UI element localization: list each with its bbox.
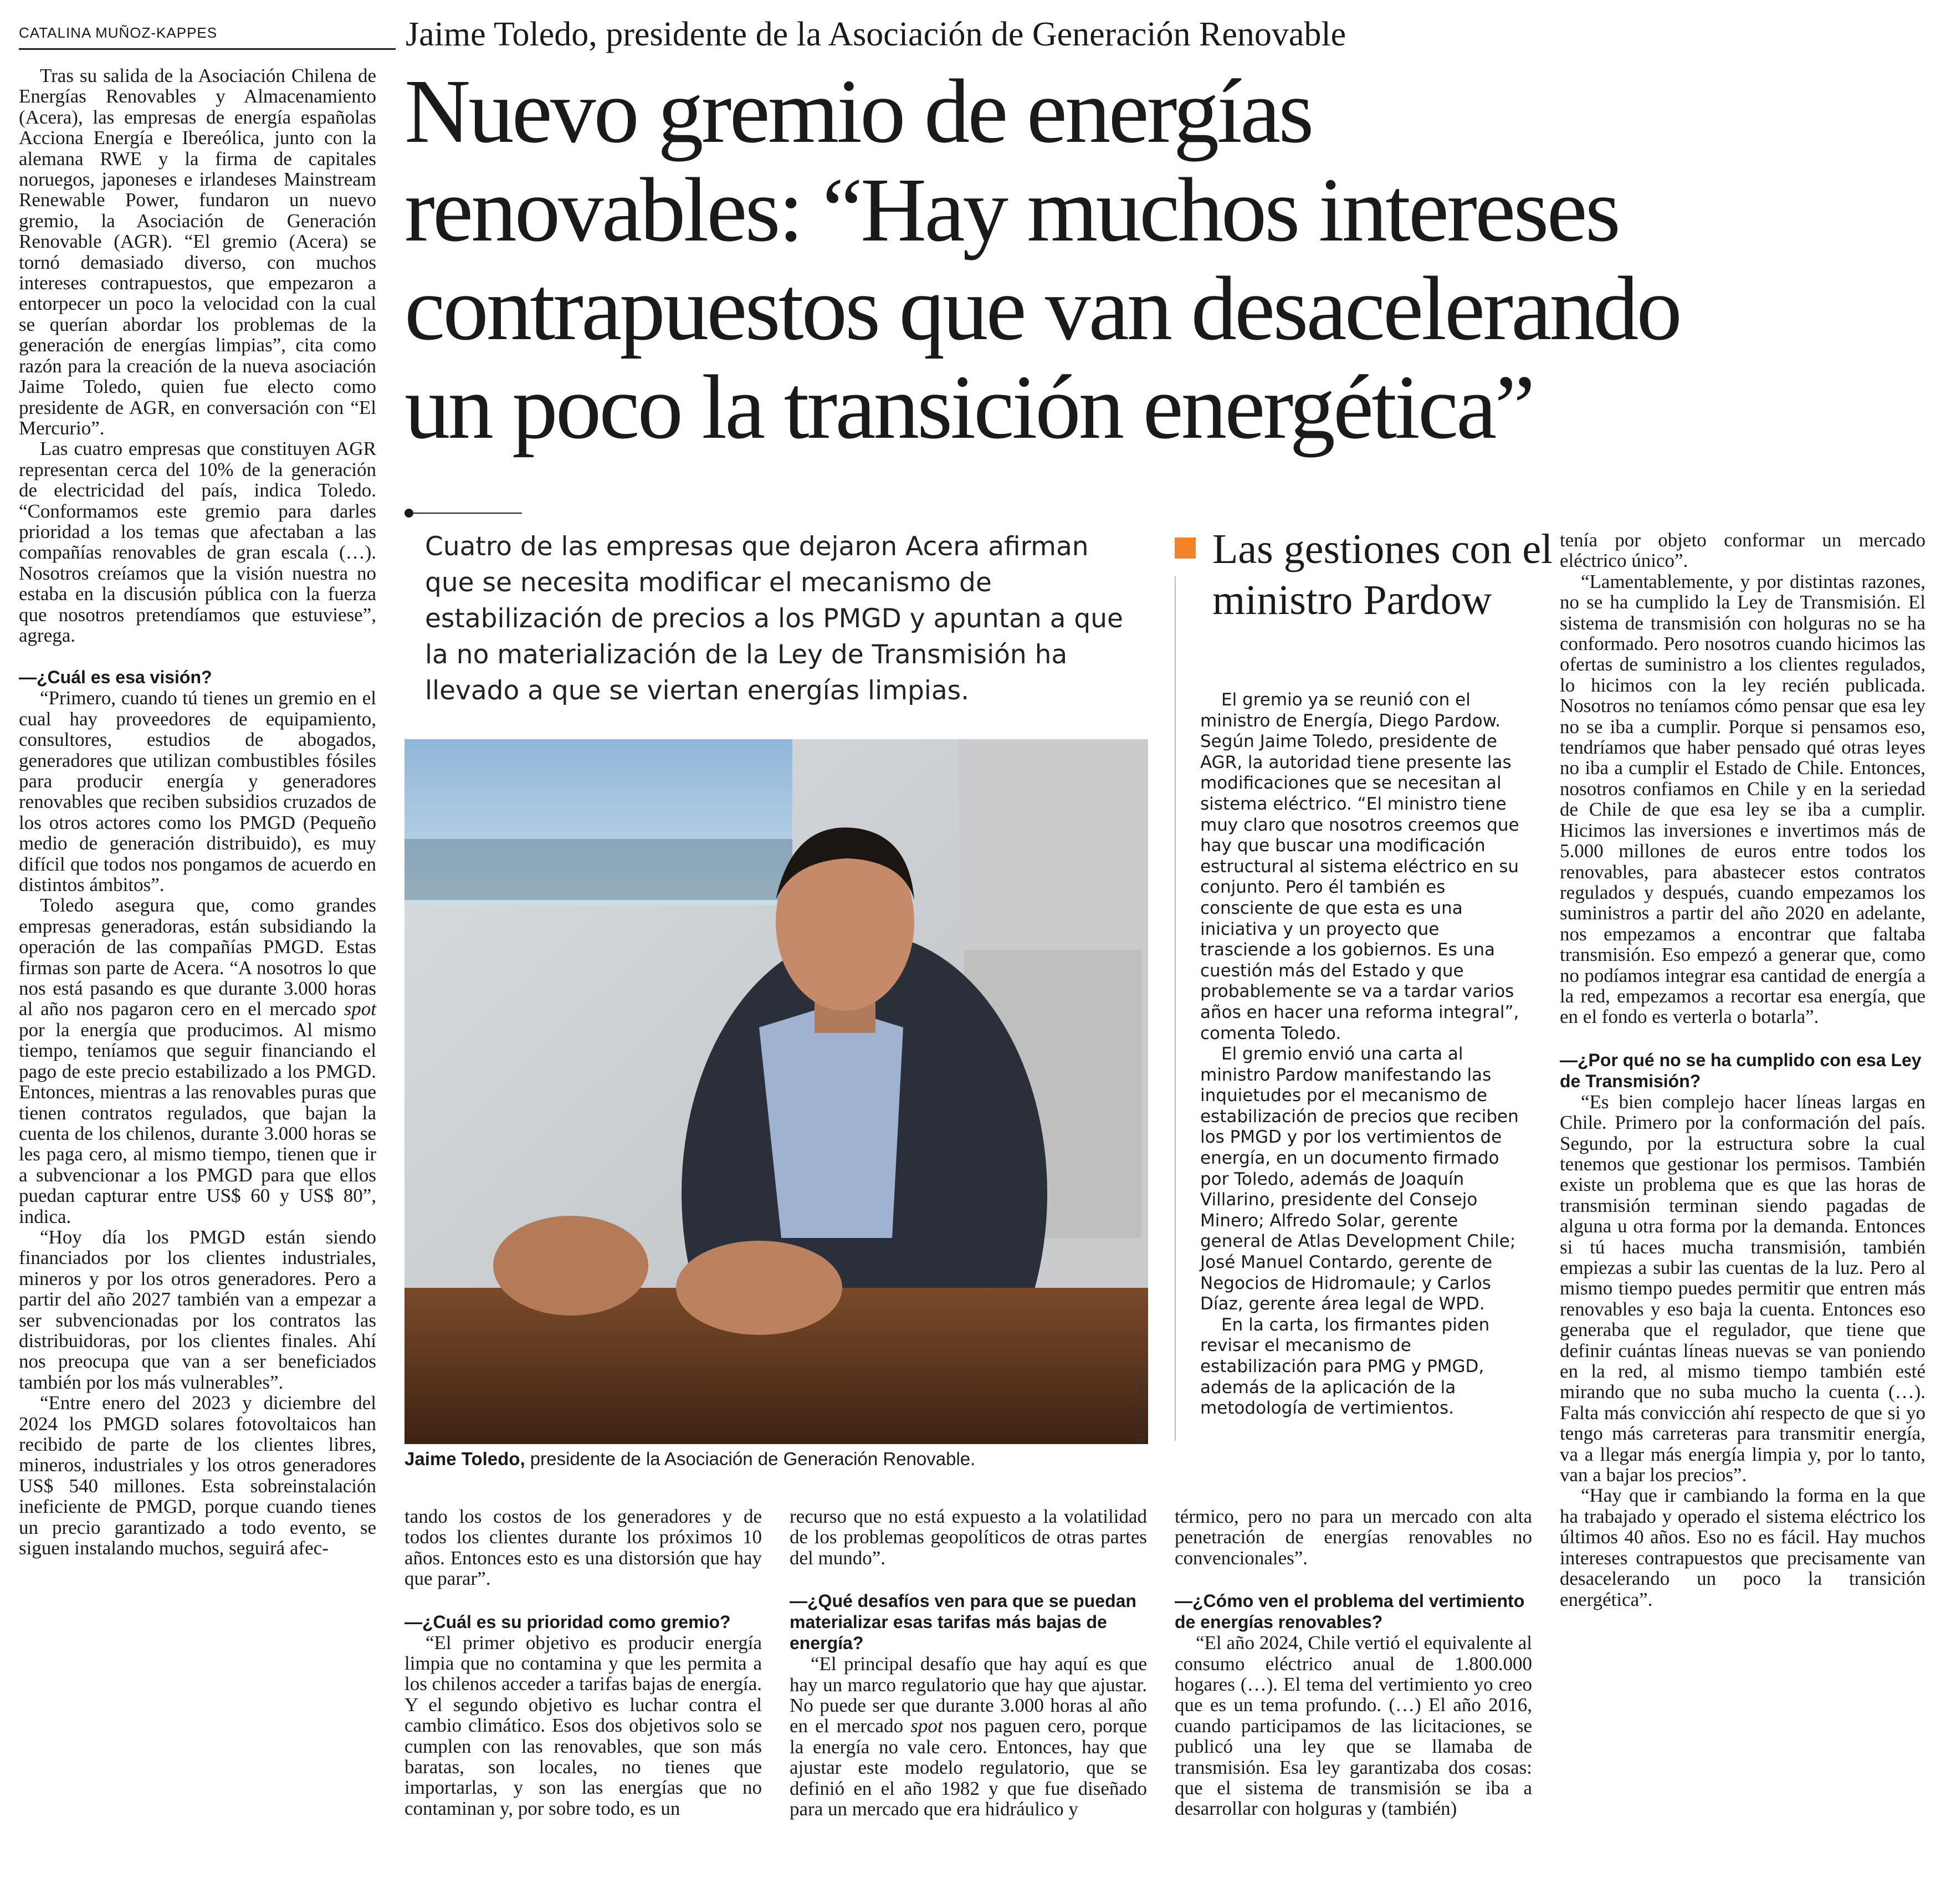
paragraph: “Hay que ir cambiando la forma en la que ha trabajado y operado el sistema eléctrico los últimos 40 años. Eso no es fácil. Hay muchos intereses contrapuestos que precisamente van desacelerando un poco la transición energética”. [1560,1485,1925,1610]
article-column-5 [1560,530,1925,1610]
paragraph [19,895,376,1227]
sidebar-column [1200,690,1522,1419]
separator-dot [404,509,413,518]
article-column-1 [19,65,376,1558]
paragraph-text: Toledo asegura que, como grandes empresas generadoras, están subsidiando la operación de las compañías PMGD. Estas firmas son parte de Acera. “A nosotros lo que nos está pasando es que durante 3.000 horas al año nos pagaron cero en el mercado [19,894,376,1020]
paragraph: En la carta, los firmantes piden revisar el mecanismo de estabilización para PMG y PMGD, además de la aplicación de la metodología de vertimientos. [1200,1314,1490,1419]
paragraph: tando los costos de los generadores y de todos los clientes durante los próximos 10 años. Entonces esto es una distorsión que hay que parar”. [404,1506,762,1590]
byline: CATALINA MUÑOZ-KAPPES [19,24,396,50]
caption-text: presidente de la Asociación de Generación Renovable. [525,1449,976,1469]
paragraph: Tras su salida de la Asociación Chilena de Energías Renovables y Almacenamiento (Acera), las empresas de energía españolas Acciona Energía e Ibereólica, junto con la alemana RWE y la firma de capitales noruegos, japoneses e irlandeses Mainstream Renewable Power, fundaron un nuevo gremio, la Asociación de Generación Renovable (AGR). “El gremio (Acera) se tornó demasiado diverso, con muchos intereses contrapuestos, que empezaron a entorpecer un poco la velocidad con la cual se querían abordar los problemas de la generación de energías limpias”, cita como razón para la creación de la nueva asociación Jaime Toledo, quien fue electo como presidente de AGR, en conversación con “El Mercurio”. [19,65,376,439]
photo-credit: FELIPE BAEZ [1137,1374,1146,1443]
paragraph: “Entre enero del 2023 y diciembre del 2024 los PMGD solares fotovoltaicos han recibido de parte de los clientes libres, mineros, industriales y los otros generadores US$ 540 millones. Esta sobreinstalación ineficiente de PMGD, porque cuando tienes un precio garantizado a todo evento, se siguen instalando muchos, seguirá afec- [19,1392,376,1559]
paragraph: “Hoy día los PMGD están siendo financiados por los clientes industriales, mineros y por los otros generadores. Pero a partir del año 2027 también van a empezar a ser subvencionadas por los contratos las distribuidoras, por los clientes finales. Ahí nos preocupa que van a ser beneficiados también por los más vulnerables”. [19,1226,376,1393]
paragraph: “El primer objetivo es producir energía limpia que no contamina y que les permita a los chilenos acceder a tarifas bajas de energía. Y el segundo objetivo es luchar contra el cambio climático. Esos dos objetivos solo se cumplen con las renovables, que son más baratas, son locales, no tienes que importarlas, y son las energías que no contaminan y, por sobre todo, es un [404,1631,762,1819]
paragraph: recurso que no está expuesto a la volatilidad de los problemas geopolíticos de otras partes del mundo”. [790,1506,1147,1569]
summary-lead: Cuatro de las empresas que dejaron Acera afirman que se necesita modificar el mecanismo de estabilización de precios a los PMGD y apuntan a que la no materialización de la Ley de Transmisión ha llevado a que se viertan energías limpias. [425,531,1123,706]
italic-word: spot [336,998,376,1020]
portrait-photo [404,739,1148,1444]
interview-question: —¿Qué desafíos ven para que se puedan materializar esas tarifas más bajas de energía? [790,1591,1136,1654]
headline: Nuevo gremio de energías renovables: “Hay muchos intereses contrapuestos que van desacelerando un poco la transición energética” [404,60,1680,458]
paragraph: El gremio ya se reunió con el ministro de Energía, Diego Pardow. Según Jaime Toledo, presidente de AGR, la autoridad tiene presente las modificaciones que se necesitan al sistema eléctrico. “El ministro tiene muy claro que nosotros creemos que hay que buscar una modificación estructural al sistema eléctrico en su conjunto. Pero él también es consciente de que esta es una iniciativa y un proyecto que trasciende a los gobiernos. Es una cuestión más del Estado y que probablemente se va a tardar varios años en hacer una reforma integral”, comenta Toledo. [1200,690,1519,1043]
interview-question: —¿Cómo ven el problema del vertimiento de energías renovables? [1175,1591,1525,1632]
sidebar-title: Las gestiones con el ministro Pardow [1212,526,1553,623]
paragraph [790,1654,1147,1819]
italic-word: spot [903,1715,950,1737]
kicker: Jaime Toledo, presidente de la Asociación de Generación Renovable [406,16,1346,53]
article-column-4 [1175,1506,1532,1819]
orange-marker [1175,538,1196,559]
interview-question: —¿Cuál es esa visión? [19,667,212,688]
interview-question: —¿Cuál es su prioridad como gremio? [404,1611,731,1632]
paragraph-text: “El principal desafío que hay aquí es que hay un marco regulatorio que hay que ajustar. No puede ser que durante 3.000 horas al año en el mercado [790,1653,1147,1737]
photo-caption [404,1449,1147,1470]
interview-question: —¿Por qué no se ha cumplido con esa Ley de Transmisión? [1560,1050,1922,1091]
paragraph: Las cuatro empresas que constituyen AGR representan cerca del 10% de la generación de electricidad del país, indica Toledo. “Conformamos este gremio para darles prioridad a los temas que afectaban a las compañías renovables de gran escala (…). Nosotros creíamos que la visión nuestra no estaba en la discusión pública con la fuerza que nosotros pretendíamos que estuviese”, agrega. [19,438,376,646]
paragraph: “El año 2024, Chile vertió el equivalente al consumo eléctrico anual de 1.800.000 hogares (…). El tema del vertimiento yo creo que es un tema profundo. (…) El año 2016, cuando participamos de las licitaciones, se publicó una ley que se llamaba de transmisión. Esa ley garantizaba dos cosas: que el sistema de transmisión se iba a desarrollar con holguras y (también) [1175,1632,1532,1820]
article-column-3 [790,1506,1147,1819]
paragraph: “Lamentablemente, y por distintas razones, no se ha cumplido la Ley de Transmisión. El sistema de transmisión con holguras no se ha conformado. Pero nosotros cuando hicimos las ofertas de suministro a los clientes regulados, lo hicimos con la ley recién publicada. Nosotros no teníamos cómo pensar que esa ley no se iba a cumplir. Porque si pensamos eso, tendríamos que haber pensado qué otras leyes no iba a cumplir el Estado de Chile. Entonces, nosotros confiamos en Chile y en la seriedad de Chile de que esa ley se iba a cumplir. Hicimos las inversiones e invertimos más de 5.000 millones de euros entre todos los renovables, para abastecer estos contratos regulados y después, cuando empezamos los suministros a partir del año 2020 en adelante, nos empezamos a encontrar que faltaba transmisión. Eso empezó a generar que, como no podíamos integrar esa cantidad de energía a la red, empezamos a recortar esa energía, que en el fondo es verterla o botarla”. [1560,570,1925,1028]
paragraph-text: por la energía que producimos. Al mismo tiempo, teníamos que seguir financiando el pago de este precio estabilizado a los PMGD. Entonces, mientras a las renovables puras que tienen contratos regulados, que bajan la cuenta de los chilenos, durante 3.000 horas se les paga cero, al mismo tiempo, tienen que ir a subvencionar a los PMGD para que ellos puedan capturar entre US$ 60 y US$ 80”, indica. [19,1018,376,1227]
caption-name: Jaime Toledo, [404,1449,525,1469]
article-column-2 [404,1506,762,1819]
paragraph-text: nos paguen cero, porque la energía no vale cero. Entonces, hay que ajustar este modelo regulatorio, que se definió en el año 1982 y que fue diseñado para un mercado que era hidráulico y [790,1715,1148,1820]
paragraph: tenía por objeto conformar un mercado eléctrico único”. [1560,529,1925,572]
paragraph: “Primero, cuando tú tienes un gremio en el cual hay proveedores de equipamiento, consultores, estudios de abogados, generadores que utilizan combustibles fósiles para producir energía y generadores renovables que reciben subsidios cruzados de los otros actores como los PMGD (Pequeño medio de generación distribuido), es muy difícil que todos nos pongamos de acuerdo en distintos ámbitos”. [19,687,376,896]
paragraph: “Es bien complejo hacer líneas largas en Chile. Primero por la conformación del país. Segundo, por la estructura sobre la cual tenemos que gestionar los permisos. También existe un problema que es que las horas de transmisión terminan siendo pagadas de alguna u otra forma por la demanda. Entonces si tú haces mucha transmisión, también empiezas a subir las cuentas de la luz. Pero al mismo tiempo puedes permitir que entren más renovables y eso baja la cuenta. Entonces eso generaba que el regulador, que tiene que definir cuántas líneas nuevas se van poniendo en la red, al mismo tiempo también esté mirando que no suba mucho la cuenta (…). Falta más convicción ahí respecto de que si yo tengo más carreteras para transmitir energía, va a llegar más energía limpia y, por lo tanto, van a bajar los precios”. [1560,1091,1925,1486]
paragraph: térmico, pero no para un mercado con alta penetración de energías renovables no convencionales”. [1175,1506,1532,1569]
paragraph: El gremio envió una carta al ministro Pardow manifestando las inquietudes por el mecanismo de estabilización de precios que reciben los PMGD y por los vertimientos de energía, en un documento firmado por Toledo, además de Joaquín Villarino, presidente del Consejo Minero; Alfredo Solar, gerente general de Atlas Development Chile; José Manuel Contardo, gerente de Negocios de Hidromaule; y Carlos Díaz, gerente área legal de WPD. [1200,1044,1519,1314]
separator-line [413,513,522,514]
portrait-illustration [404,739,1148,1444]
sidebar-rule [1175,576,1176,1441]
